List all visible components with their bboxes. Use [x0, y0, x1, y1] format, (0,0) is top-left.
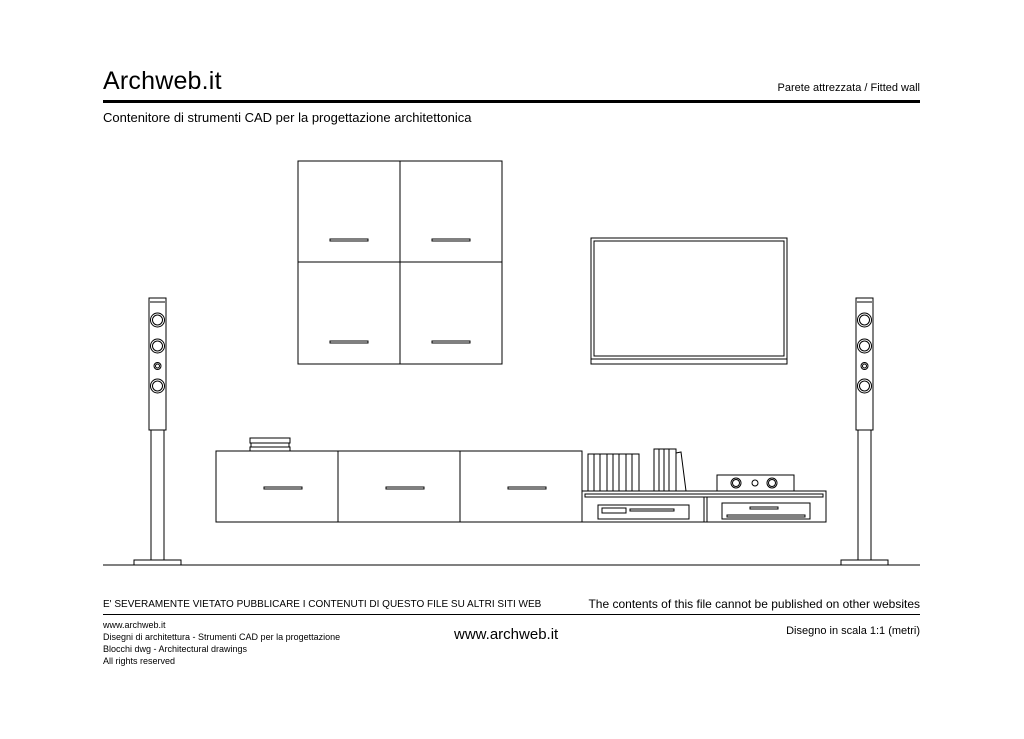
footer-line: Blocchi dwg - Architectural drawings: [103, 644, 248, 654]
tv-screen: [591, 238, 787, 364]
left-speaker: [134, 298, 181, 565]
footer-line: All rights reserved: [103, 656, 176, 666]
warning-english: The contents of this file cannot be published on other websites: [588, 597, 920, 611]
book-stack: [250, 438, 290, 451]
low-cabinet: [216, 451, 582, 522]
right-speaker: [841, 298, 888, 565]
dvd-player: [598, 505, 689, 519]
drawing-title: Parete attrezzata / Fitted wall: [777, 82, 920, 94]
scale-note: Disegno in scala 1:1 (metri): [786, 625, 920, 637]
center-speaker: [717, 475, 794, 491]
drawing-subtitle: Contenitore di strumenti CAD per la progettazione architettonica: [103, 110, 472, 125]
binders-left: [588, 454, 639, 491]
binders-right: [654, 449, 686, 491]
brand-logo-text: Archweb.it: [103, 67, 222, 95]
footer-rule: [103, 614, 920, 615]
footer-line: www.archweb.it: [103, 620, 166, 630]
receiver: [722, 503, 810, 519]
warning-italian: E' SEVERAMENTE VIETATO PUBBLICARE I CONTENUTI DI QUESTO FILE SU ALTRI SITI WEB: [103, 599, 542, 610]
wall-cabinet: [298, 161, 502, 364]
footer-line: Disegni di architettura - Strumenti CAD per la progettazione: [103, 632, 341, 642]
website-link[interactable]: www.archweb.it: [454, 626, 559, 643]
